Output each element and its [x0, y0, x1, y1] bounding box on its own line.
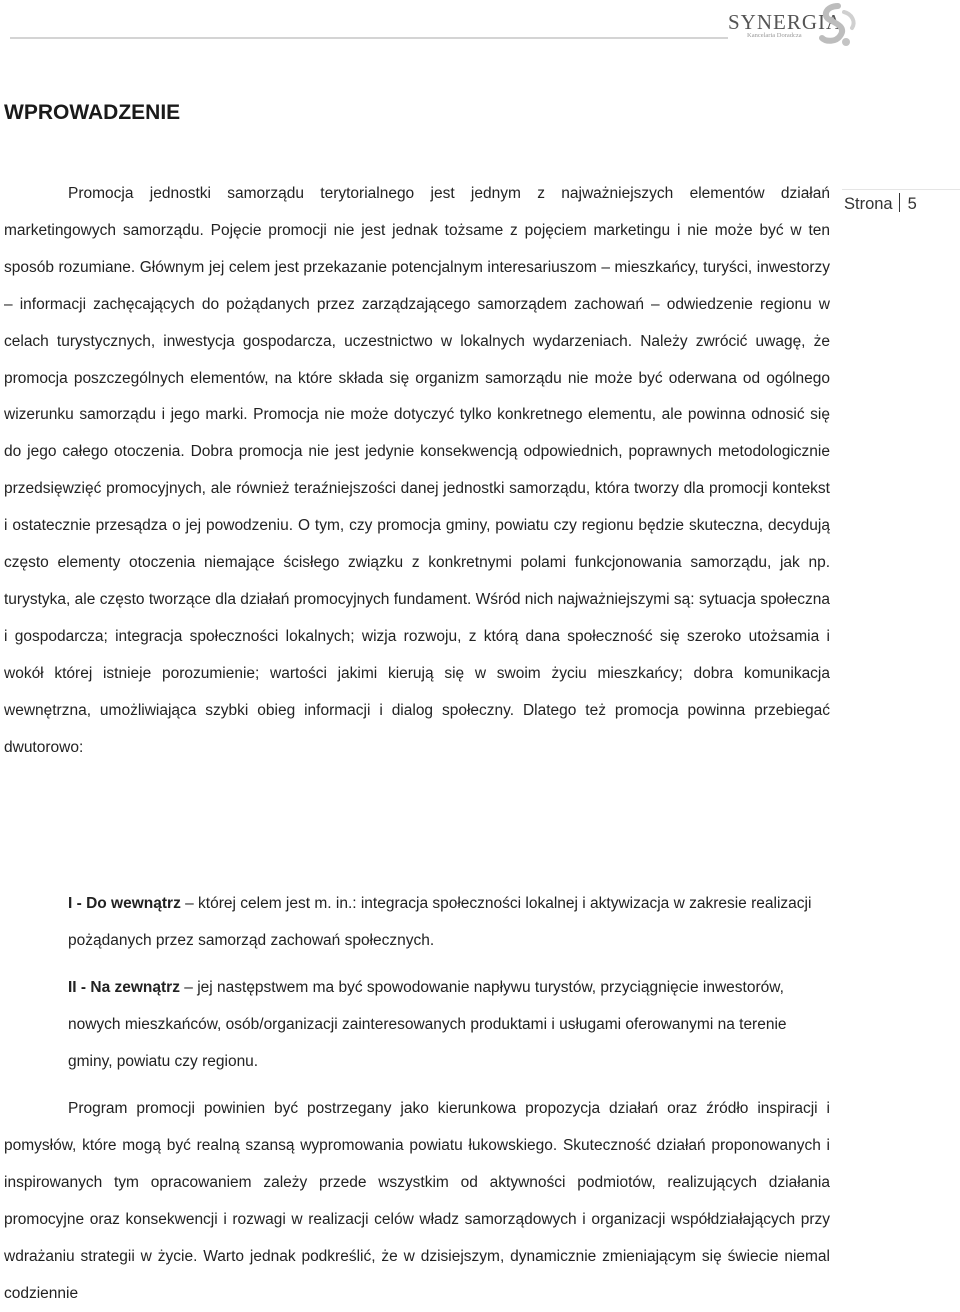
list-item-outward	[68, 969, 830, 1080]
header-rule	[10, 37, 728, 39]
list-item-inward-text: – której celem jest m. in.: integracja społeczności lokalnej i aktywizacja w zakresie realizacji pożądanych przez samorząd zachowań społecznych.	[68, 895, 812, 949]
page-label-divider	[899, 193, 900, 212]
logo-tagline: Kancelaria Doradcza	[747, 32, 802, 39]
page-label-text: Strona	[844, 195, 893, 213]
list-item-outward-text: – jej następstwem ma być spowodowanie napływu turystów, przyciągnięcie inwestorów, nowych mieszkańców, osób/organizacji zainteresowanych produktami i usługami oferowanymi na terenie gminy, powiatu czy regionu.	[68, 979, 787, 1070]
list-item-inward-heading: I - Do wewnątrz	[68, 895, 181, 912]
program-paragraph: Program promocji powinien być postrzegany jako kierunkowa propozycja działań oraz źródło inspiracji i pomysłów, które mogą być realną szansą wypromowania powiatu łukowskiego. Skuteczność działań proponowanych i inspirowanych tym opracowaniem zależy przede wszystkim od aktywności podmiotów, realizujących działania promocyjne oraz konsekwencji i rozwagi w realizacji celów władz samorządowych i organizacji współdziałających przy wdrażaniu strategii w życie. Warto jednak podkreślić, że w dzisiejszym, dynamicznie zmieniającym się świecie niemal codziennie	[4, 1100, 830, 1302]
synergia-logo	[722, 2, 960, 50]
logo-wordmark: SYNERGIA	[728, 10, 843, 34]
page-number-label	[844, 193, 917, 214]
page-number: 5	[907, 195, 917, 213]
logo-emblem-icon	[816, 2, 860, 48]
intro-paragraph: Promocja jednostki samorządu terytorialnego jest jednym z najważniejszych elementów działań marketingowych samorządu. Pojęcie promocji nie jest jednak tożsame z pojęciem marketingu i nie może być w ten sposób rozumiane. Głównym jej celem jest przekazanie potencjalnym interesariuszom – mieszkańcy, turyści, inwestorzy – informacji zachęcających do pożądanych przez zarządzającego samorządem zachowań – odwiedzenie regionu w celach turystycznych, inwestycja gospodarcza, uczestnictwo w lokalnych wydarzeniach. Należy zwrócić uwagę, że promocja poszczególnych elementów, na które składa się organizm samorządu nie może być oderwana od ogólnego wizerunku samorządu i jego marki. Promocja nie może dotyczyć tylko konkretnego elementu, ale powinna odnosić się do jego całego otoczenia. Dobra promocja nie jest jedynie konsekwencją odpowiednich, poprawnych metodologicznie przedsięwzięć promocyjnych, ale również teraźniejszości danej jednostki samorządu, która tworzy dla promocji kontekst i ostatecznie przesądza o jej powodzeniu. O tym, czy promocja gminy, powiatu czy regionu będzie skuteczna, decydują często elementy otoczenia niemające ścisłego związku z konkretnymi polami funkcjonowania samorządu, jak np. turystyka, ale często tworzące dla działań promocyjnych fundament. Wśród nich najważniejszymi są: sytuacja społeczna i gospodarcza; integracja społeczności lokalnych; wizja rozwoju, z którą dana społeczność się szeroko utożsamia i wokół której istnieje porozumienie; wartości jakimi kierują się w swoim życiu mieszkańcy; dobra komunikacja wewnętrzna, umożliwiająca szybki obieg informacji i dialog społeczny. Dlatego też promocja powinna przebiegać dwutorowo:	[4, 185, 830, 756]
list-item-inward	[68, 885, 830, 959]
section-title: WPROWADZENIE	[4, 101, 181, 124]
page-label-rule	[842, 189, 960, 190]
list-item-outward-heading: II - Na zewnątrz	[68, 979, 180, 996]
